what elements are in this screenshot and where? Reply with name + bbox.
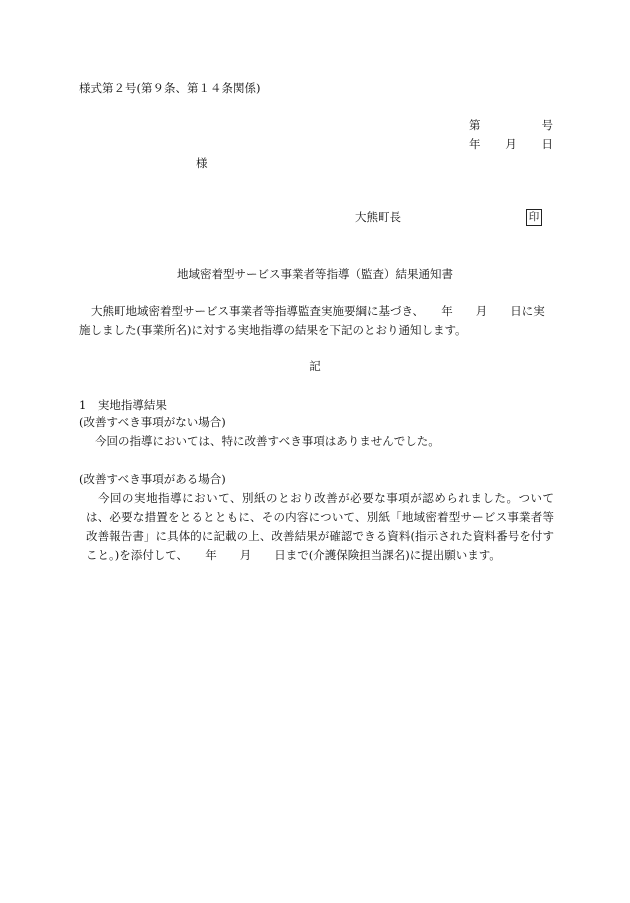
section-heading-results: 1 実地指導結果	[79, 398, 167, 412]
addressee-suffix: 様	[196, 156, 208, 170]
form-number: 様式第２号(第９条、第１４条関係)	[79, 81, 261, 95]
document-number	[469, 117, 553, 135]
document-title: 地域密着型サービス事業者等指導（監査）結果通知書	[177, 267, 453, 281]
intro-paragraph: 大熊町地域密着型サービス事業者等指導監査実施要綱に基づき、 年 月 日に実施しました(事業所名)に対する実地指導の結果を下記のとおり通知します。	[79, 304, 545, 337]
sender-name: 大熊町長	[355, 210, 401, 224]
document-date	[469, 136, 553, 154]
case-none-body: 今回の指導においては、特に改善すべき事項はありませんでした。	[95, 434, 440, 448]
seal-mark: 印	[526, 209, 542, 226]
date-year: 年	[469, 137, 481, 151]
doc-number-suffix: 号	[541, 118, 553, 132]
date-day: 日	[541, 137, 553, 151]
doc-number-prefix: 第	[469, 118, 481, 132]
ki-heading: 記	[309, 359, 321, 373]
case-some-body: 今回の実地指導において、別紙のとおり改善が必要な事項が認められました。ついては、必要な措置をとるとともに、その内容について、別紙「地域密着型サービス事業者等改善報告書」に具体的に記載の上、改善結果が確認できる資料(指示された資料番号を付すこと。)を添付して、 年 月 日まで(介護保険担当課名)に提出願います。	[86, 491, 554, 562]
case-none-heading: (改善すべき事項がない場合)	[79, 415, 226, 429]
date-month: 月	[505, 137, 517, 151]
case-some-heading: (改善すべき事項がある場合)	[79, 472, 226, 486]
